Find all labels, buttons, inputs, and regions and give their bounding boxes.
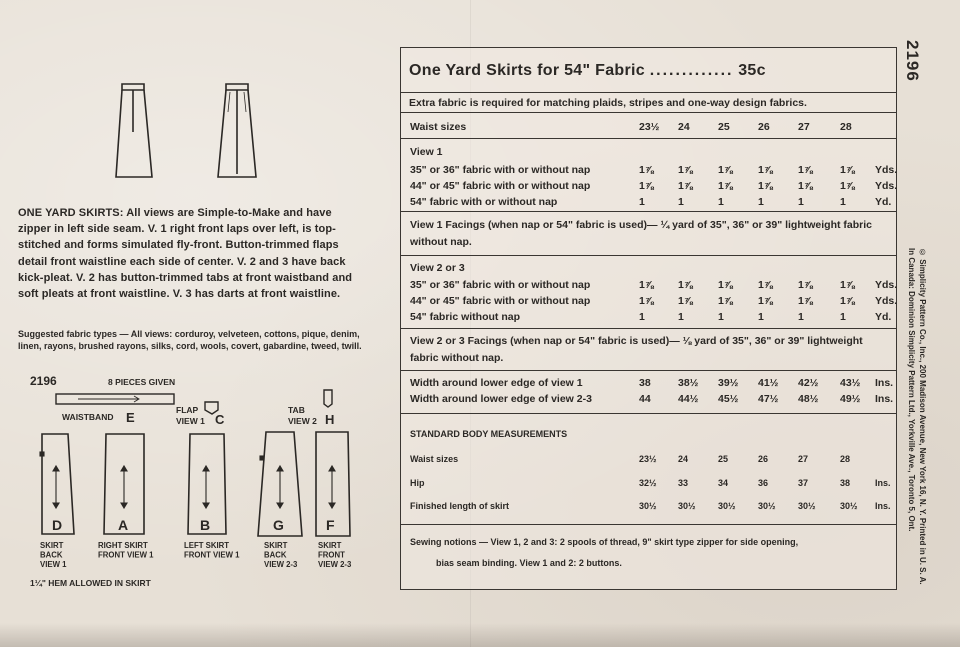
divider <box>401 138 896 139</box>
value-cell: 1 <box>758 196 764 208</box>
piece-letter: B <box>200 517 211 533</box>
value-cell: 45½ <box>718 393 739 405</box>
value-cell: 28 <box>840 454 851 464</box>
view23-facings-head: View 2 or 3 Facings <box>410 335 508 347</box>
value-cell: 1⅞ <box>678 279 693 291</box>
view23-facings-text: (when nap or 54" fabric is used)— ⅛ yard of 35", 36" or 39" lightweight fabric without nap. <box>410 335 863 364</box>
piece-caption: FRONT VIEW 1 <box>98 550 154 560</box>
value-cell: 25 <box>718 454 729 464</box>
divider <box>401 92 896 93</box>
value-cell: 30½ <box>718 501 736 511</box>
row-label: Finished length of skirt <box>410 501 510 511</box>
value-cell: 30½ <box>639 501 657 511</box>
fabric-types: Suggested fabric types — All views: corduroy, velveteen, cottons, pique, denim, linen, rayons, brushed rayons, silks, cord, wools, covert, gabardine, tweed, twill. <box>18 329 362 351</box>
view1-facings-head: View 1 Facings <box>410 219 486 231</box>
value-cell: 1⅞ <box>798 164 813 176</box>
size-cell: 27 <box>798 121 810 133</box>
body-measurements-heading: STANDARD BODY MEASUREMENTS <box>410 429 568 439</box>
value-cell: 1⅞ <box>639 279 654 291</box>
piece-caption: SKIRT <box>318 541 342 550</box>
divider <box>401 413 896 414</box>
row-label: Width around lower edge of view 1 <box>410 377 583 389</box>
value-cell: 43½ <box>840 377 861 389</box>
price: 35c <box>738 62 766 79</box>
waistband-letter: E <box>126 410 135 425</box>
piece-caption: SKIRT <box>40 541 64 550</box>
value-cell: 47½ <box>758 393 779 405</box>
style-description <box>18 205 363 302</box>
value-cell: 30½ <box>758 501 776 511</box>
value-cell: 1⅞ <box>718 180 733 192</box>
copyright-line-1: © Simplicity Pattern Co., Inc., 200 Madison Avenue, New York 16, N. Y. Printed in U. S. A. <box>918 248 927 585</box>
unit-cell: Yd. <box>875 311 892 323</box>
value-cell: 39½ <box>718 377 739 389</box>
table-title-text: One Yard Skirts for 54" Fabric <box>409 62 645 79</box>
value-cell: 1⅞ <box>718 295 733 307</box>
piece-caption: VIEW 2-3 <box>318 560 352 569</box>
value-cell: 1⅞ <box>758 279 773 291</box>
pieces-given-label: 8 PIECES GIVEN <box>108 377 176 387</box>
value-cell: 1⅞ <box>718 164 733 176</box>
sewing-notions-line-1: — View 1, 2 and 3: 2 spools of thread, 9" skirt type zipper for side opening, <box>476 537 799 547</box>
value-cell: 24 <box>678 454 689 464</box>
view1-facings-text: (when nap or 54" fabric is used)— ¼ yard of 35", 36" or 39" lightweight fabric without nap. <box>410 219 873 248</box>
value-cell: 1⅞ <box>798 279 813 291</box>
size-cell: 24 <box>678 121 690 133</box>
tab-letter: H <box>325 412 335 427</box>
skirt-back-view23-waistband <box>226 84 248 90</box>
hem-allowance-note: 1¼" HEM ALLOWED IN SKIRT <box>30 578 151 588</box>
sewing-notions-line-2: bias seam binding. View 1 and 2: 2 buttons. <box>436 558 622 568</box>
row-label: 54" fabric with or without nap <box>410 196 558 208</box>
value-cell: 23½ <box>639 454 657 464</box>
value-cell: 26 <box>758 454 769 464</box>
piece-caption: VIEW 1 <box>40 560 67 569</box>
value-cell: 30½ <box>840 501 858 511</box>
pattern-pieces-diagram <box>18 372 378 597</box>
row-label: 54" fabric without nap <box>410 311 520 323</box>
piece-caption: BACK <box>264 550 287 560</box>
value-cell: 1 <box>718 311 724 323</box>
divider <box>401 524 896 525</box>
value-cell: 1 <box>678 196 684 208</box>
value-cell: 37 <box>798 478 809 488</box>
unit-cell: Yds. <box>875 279 898 291</box>
value-cell: 1⅞ <box>758 295 773 307</box>
value-cell: 38 <box>840 478 851 488</box>
extra-fabric-note: Extra fabric is required for matching plaids, stripes and one-way design fabrics. <box>409 97 807 109</box>
piece-letter: F <box>326 517 335 533</box>
row-label: Waist sizes <box>410 454 459 464</box>
view23-facings <box>410 333 890 367</box>
value-cell: 1⅞ <box>798 180 813 192</box>
flap-label: FLAP <box>176 405 199 415</box>
waistband-label: WAISTBAND <box>62 412 114 422</box>
divider <box>401 328 896 329</box>
piece-letter: A <box>118 517 129 533</box>
row-label: Width around lower edge of view 2-3 <box>410 393 592 405</box>
value-cell: 1⅞ <box>798 295 813 307</box>
tab-piece <box>324 390 332 407</box>
piece-caption: FRONT VIEW 1 <box>184 550 240 560</box>
piece-caption: VIEW 2-3 <box>264 560 298 569</box>
row-label: 44" or 45" fabric with or without nap <box>410 180 591 192</box>
unit-cell: Yds. <box>875 180 898 192</box>
divider <box>401 255 896 256</box>
value-cell: 48½ <box>798 393 819 405</box>
row-label: 35" or 36" fabric with or without nap <box>410 279 591 291</box>
flap-letter: C <box>215 412 225 427</box>
value-cell: 32½ <box>639 478 657 488</box>
copyright-notice <box>898 248 928 588</box>
unit-cell: Ins. <box>875 393 894 405</box>
yardage-table <box>400 47 897 590</box>
divider <box>401 112 896 113</box>
skirt-back-views-illustration <box>100 72 260 187</box>
value-cell: 38½ <box>678 377 699 389</box>
divider <box>401 211 896 212</box>
value-cell: 44 <box>639 393 651 405</box>
value-cell: 38 <box>639 377 651 389</box>
size-cell: 28 <box>840 121 852 133</box>
piece-caption: RIGHT SKIRT <box>98 541 148 550</box>
value-cell: 30½ <box>798 501 816 511</box>
value-cell: 1⅞ <box>678 180 693 192</box>
unit-cell: Yds. <box>875 295 898 307</box>
value-cell: 1 <box>798 311 804 323</box>
value-cell: 1 <box>639 311 645 323</box>
value-cell: 44½ <box>678 393 699 405</box>
value-cell: 1⅞ <box>718 279 733 291</box>
piece-letter: G <box>273 517 284 533</box>
pattern-number: 2196 <box>903 40 922 82</box>
value-cell: 27 <box>798 454 809 464</box>
piece-caption: FRONT <box>318 550 345 560</box>
tab-label: TAB <box>288 405 305 415</box>
flap-view-label: VIEW 1 <box>176 416 205 426</box>
divider <box>401 370 896 371</box>
unit-cell: Yd. <box>875 196 892 208</box>
unit-cell: Ins. <box>875 478 891 488</box>
value-cell: 1⅞ <box>840 279 855 291</box>
value-cell: 1⅞ <box>639 164 654 176</box>
value-cell: 1 <box>758 311 764 323</box>
sewing-notions-head: Sewing notions <box>410 537 477 547</box>
value-cell: 1 <box>678 311 684 323</box>
table-title-dots: ............. <box>649 62 734 79</box>
piece-letter: D <box>52 517 63 533</box>
table-title <box>409 62 766 80</box>
value-cell: 1⅞ <box>758 180 773 192</box>
size-cell: 25 <box>718 121 730 133</box>
size-cell: 23½ <box>639 121 660 133</box>
value-cell: 1⅞ <box>639 180 654 192</box>
copyright-line-2: In Canada: Dominion Simplicity Pattern Ltd., Yorkville Ave., Toronto 5, Ont. <box>907 248 916 532</box>
value-cell: 1 <box>639 196 645 208</box>
description-text: All views are Simple-to-Make and have zipper in left side seam. V. 1 right front laps over left, is top-stitched and forms simulated fly-front. Button-trimmed flaps detail front waistline each side of center. V. 2 and 3 have back kick-pleat. V. 2 has button-trimmed tabs at front waistband and soft pleats at front waistline. V. 3 has darts at front waistline. <box>18 207 353 301</box>
waist-sizes-label: Waist sizes <box>410 121 467 133</box>
row-label: Hip <box>410 478 425 488</box>
value-cell: 49½ <box>840 393 861 405</box>
unit-cell: Yds. <box>875 164 898 176</box>
value-cell: 1⅞ <box>678 295 693 307</box>
piece-caption: LEFT SKIRT <box>184 541 230 550</box>
value-cell: 1⅞ <box>758 164 773 176</box>
row-label: 44" or 45" fabric with or without nap <box>410 295 591 307</box>
row-label: 35" or 36" fabric with or without nap <box>410 164 591 176</box>
view1-heading: View 1 <box>410 146 443 158</box>
description-lead: ONE YARD SKIRTS: <box>18 207 124 219</box>
value-cell: 36 <box>758 478 769 488</box>
value-cell: 1 <box>840 311 846 323</box>
view1-facings <box>410 217 890 251</box>
paper-edge-shadow <box>0 623 960 647</box>
value-cell: 41½ <box>758 377 779 389</box>
view23-heading: View 2 or 3 <box>410 262 465 274</box>
value-cell: 42½ <box>798 377 819 389</box>
value-cell: 1⅞ <box>678 164 693 176</box>
value-cell: 1 <box>798 196 804 208</box>
size-cell: 26 <box>758 121 770 133</box>
piece-caption: SKIRT <box>264 541 288 550</box>
value-cell: 1 <box>718 196 724 208</box>
value-cell: 33 <box>678 478 689 488</box>
piece-caption: BACK <box>40 550 63 560</box>
value-cell: 1⅞ <box>840 164 855 176</box>
value-cell: 1⅞ <box>840 180 855 192</box>
unit-cell: Ins. <box>875 501 891 511</box>
value-cell: 30½ <box>678 501 696 511</box>
value-cell: 1⅞ <box>639 295 654 307</box>
value-cell: 1 <box>840 196 846 208</box>
value-cell: 34 <box>718 478 729 488</box>
pieces-pattern-number: 2196 <box>30 374 57 388</box>
skirt-back-view1 <box>116 90 152 177</box>
unit-cell: Ins. <box>875 377 894 389</box>
skirt-back-view1-waistband <box>122 84 144 90</box>
tab-view-label: VIEW 2 <box>288 416 317 426</box>
value-cell: 1⅞ <box>840 295 855 307</box>
